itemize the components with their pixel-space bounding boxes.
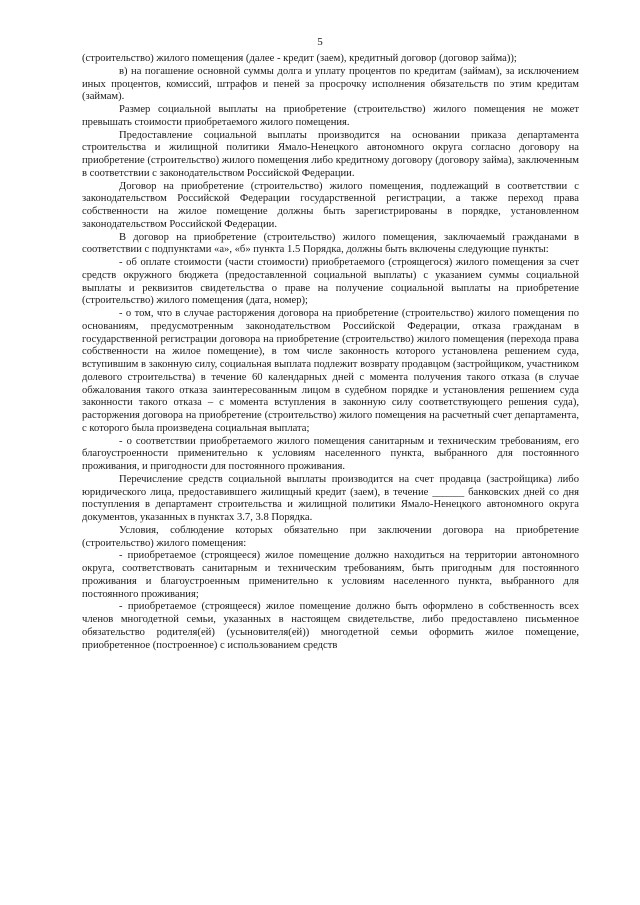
paragraph-8: - о том, что в случае расторжения договора на приобретение (строительство) жилого помещения по основаниям, предусмотренным законодательством Российской Федерации, отказа гражданам в государственной регистрации договора на приобретение (строительство) жилого помещения (перехода права собственности на жилое помещение), в том числе законность которого установлена решением суда, вступившим в законную силу, социальная выплата подлежит возврату продавцом (застройщиком, участником долевого строительства) в течение 60 календарных дней с момента получения такого отказа (в случае обжалования такого отказа заинтересованным лицом в судебном порядке и установления решением суда законности такого отказа – с момента вступления в законную силу соответствующего решения суда), расторжения договора на приобретение (строительство) жилого помещения на расчетный счет департамента, с которого была произведена социальная выплата; (82, 308, 579, 434)
paragraph-10: Перечисление средств социальной выплаты производится на счет продавца (застройщика) либо юридического лица, предоставившего жилищный кредит (заем), в течение ______ банковских дней со дня поступления в департамент строительства и жилищной политики Ямало-Ненецкого автономного округа документов, указанных в пунктах 3.7, 3.8 Порядка. (82, 473, 579, 523)
paragraph-5: Договор на приобретение (строительство) жилого помещения, подлежащий в соответствии с законодательством Российской Федерации государственной регистрации, а также переход права собственности на жилое помещение должны быть зарегистрированы в порядке, установленном законодательством Российской Федерации. (82, 180, 579, 230)
paragraph-12: - приобретаемое (строящееся) жилое помещение должно находиться на территории автономного округа, соответствовать санитарным и техническим требованиям, быть пригодным для постоянного проживания и благоустроенным применительно к условиям населенного пункта, выбранного для постоянного проживания; (82, 550, 579, 600)
paragraph-11: Условия, соблюдение которых обязательно при заключении договора на приобретение (строительство) жилого помещения: (82, 524, 579, 549)
paragraph-1: (строительство) жилого помещения (далее - кредит (заем), кредитный договор (договор займа)); (82, 53, 517, 64)
document-body (82, 53, 579, 652)
paragraph-9: - о соответствии приобретаемого жилого помещения санитарным и техническим требованиям, его благоустроенности применительно к условиям населенного пункта, выбранного для постоянного проживания, и пригодности для постоянного проживания. (82, 435, 579, 472)
paragraph-4: Предоставление социальной выплаты производится на основании приказа департамента строительства и жилищной политики Ямало-Ненецкого автономного округа согласно договору на приобретение (строительство) жилого помещения либо кредитному договору (договору займа), заключенным в соответствии с законодательством Российской Федерации. (82, 129, 579, 179)
page-number: 5 (317, 36, 323, 48)
paragraph-7: - об оплате стоимости (части стоимости) приобретаемого (строящегося) жилого помещения за счет средств окружного бюджета (предоставленной социальной выплаты) с указанием суммы социальной выплаты и реквизитов свидетельства о праве на получение социальной выплаты на приобретение (строительство) жилого помещения (дата, номер); (82, 257, 579, 307)
paragraph-13: - приобретаемое (строящееся) жилое помещение должно быть оформлено в собственность всех членов многодетной семьи, указанных в настоящем свидетельстве, либо предоставлено письменное обязательство родителя(ей) (усыновителя(ей)) многодетной семьи оформить жилое помещение, приобретенное (построенное) с использованием средств (82, 601, 579, 651)
paragraph-6: В договор на приобретение (строительство) жилого помещения, заключаемый гражданами в соответствии с подпунктами «а», «б» пункта 1.5 Порядка, должны быть включены следующие пункты: (82, 231, 579, 256)
paragraph-2: в) на погашение основной суммы долга и уплату процентов по кредитам (займам), за исключением иных процентов, комиссий, штрафов и пеней за просрочку исполнения обязательств по этим кредитам (займам). (82, 65, 579, 103)
paragraph-3: Размер социальной выплаты на приобретение (строительство) жилого помещения не может превышать стоимости приобретаемого жилого помещения. (82, 104, 579, 128)
